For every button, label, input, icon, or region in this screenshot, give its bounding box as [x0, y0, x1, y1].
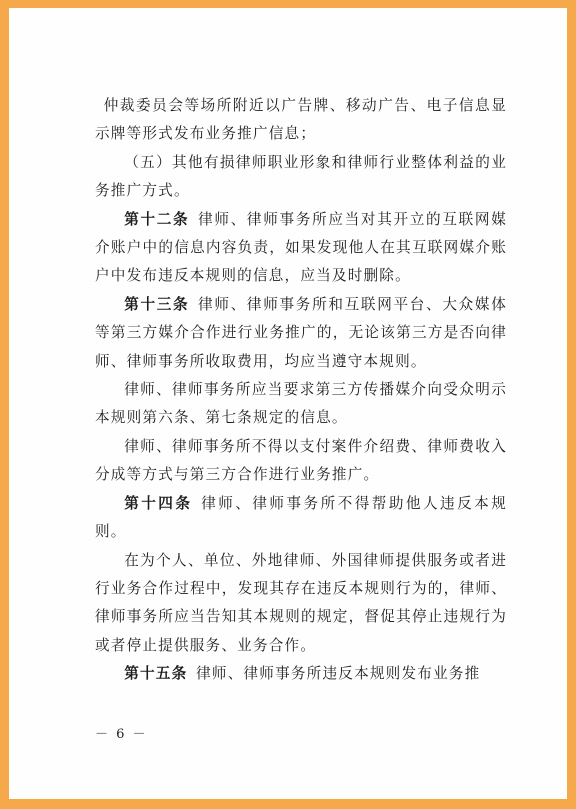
paragraph [95, 376, 507, 433]
paragraph [95, 660, 507, 688]
paragraph [95, 291, 507, 376]
paragraph-text: 律师、律师事务所和互联网平台、大众媒体等第三方媒介合作进行业务推广的，无论该第三方是否向律师、律师事务所收取费用，均应当遵守本规则。 [95, 295, 507, 370]
paragraph [95, 490, 507, 547]
paragraph-text: 律师、律师事务所违反本规则发布业务推 [196, 665, 481, 683]
paragraph-text: 在为个人、单位、外地律师、外国律师提供服务或者进行业务合作过程中，发现其存在违反本规则行为的，律师、律师事务所应当告知其本规则的规定，督促其停止违规行为或者停止提供服务、业务合作。 [95, 551, 507, 654]
paragraph-text: 律师、律师事务所不得以支付案件介绍费、律师费收入分成等方式与第三方合作进行业务推广。 [95, 437, 507, 484]
paragraph [95, 433, 507, 490]
article-number: 第十四条 [124, 494, 193, 512]
paragraph-text: 仲裁委员会等场所附近以广告牌、移动广告、电子信息显示牌等形式发布业务推广信息； [95, 97, 507, 143]
article-number: 第十二条 [124, 210, 190, 228]
paragraph [95, 206, 507, 291]
document-body [95, 92, 507, 689]
article-number: 第十五条 [124, 665, 188, 683]
paragraph [95, 547, 507, 661]
paragraph-text: 律师、律师事务所应当要求第三方传播媒介向受众明示本规则第六条、第七条规定的信息。 [95, 381, 507, 427]
paragraph-text: （五）其他有损律师职业形象和律师行业整体利益的业务推广方式。 [95, 153, 507, 200]
paragraph [95, 92, 507, 149]
paragraph [95, 149, 507, 206]
article-number: 第十三条 [124, 295, 190, 313]
paragraph-text: 律师、律师事务所应当对其开立的互联网媒介账户中的信息内容负责，如果发现他人在其互联网媒介账户中发布违反本规则的信息，应当及时删除。 [95, 210, 507, 285]
page-number: － 6 － [95, 727, 148, 742]
paragraph-text: 律师、律师事务所不得帮助他人违反本规则。 [95, 494, 507, 541]
document-page [9, 8, 567, 799]
